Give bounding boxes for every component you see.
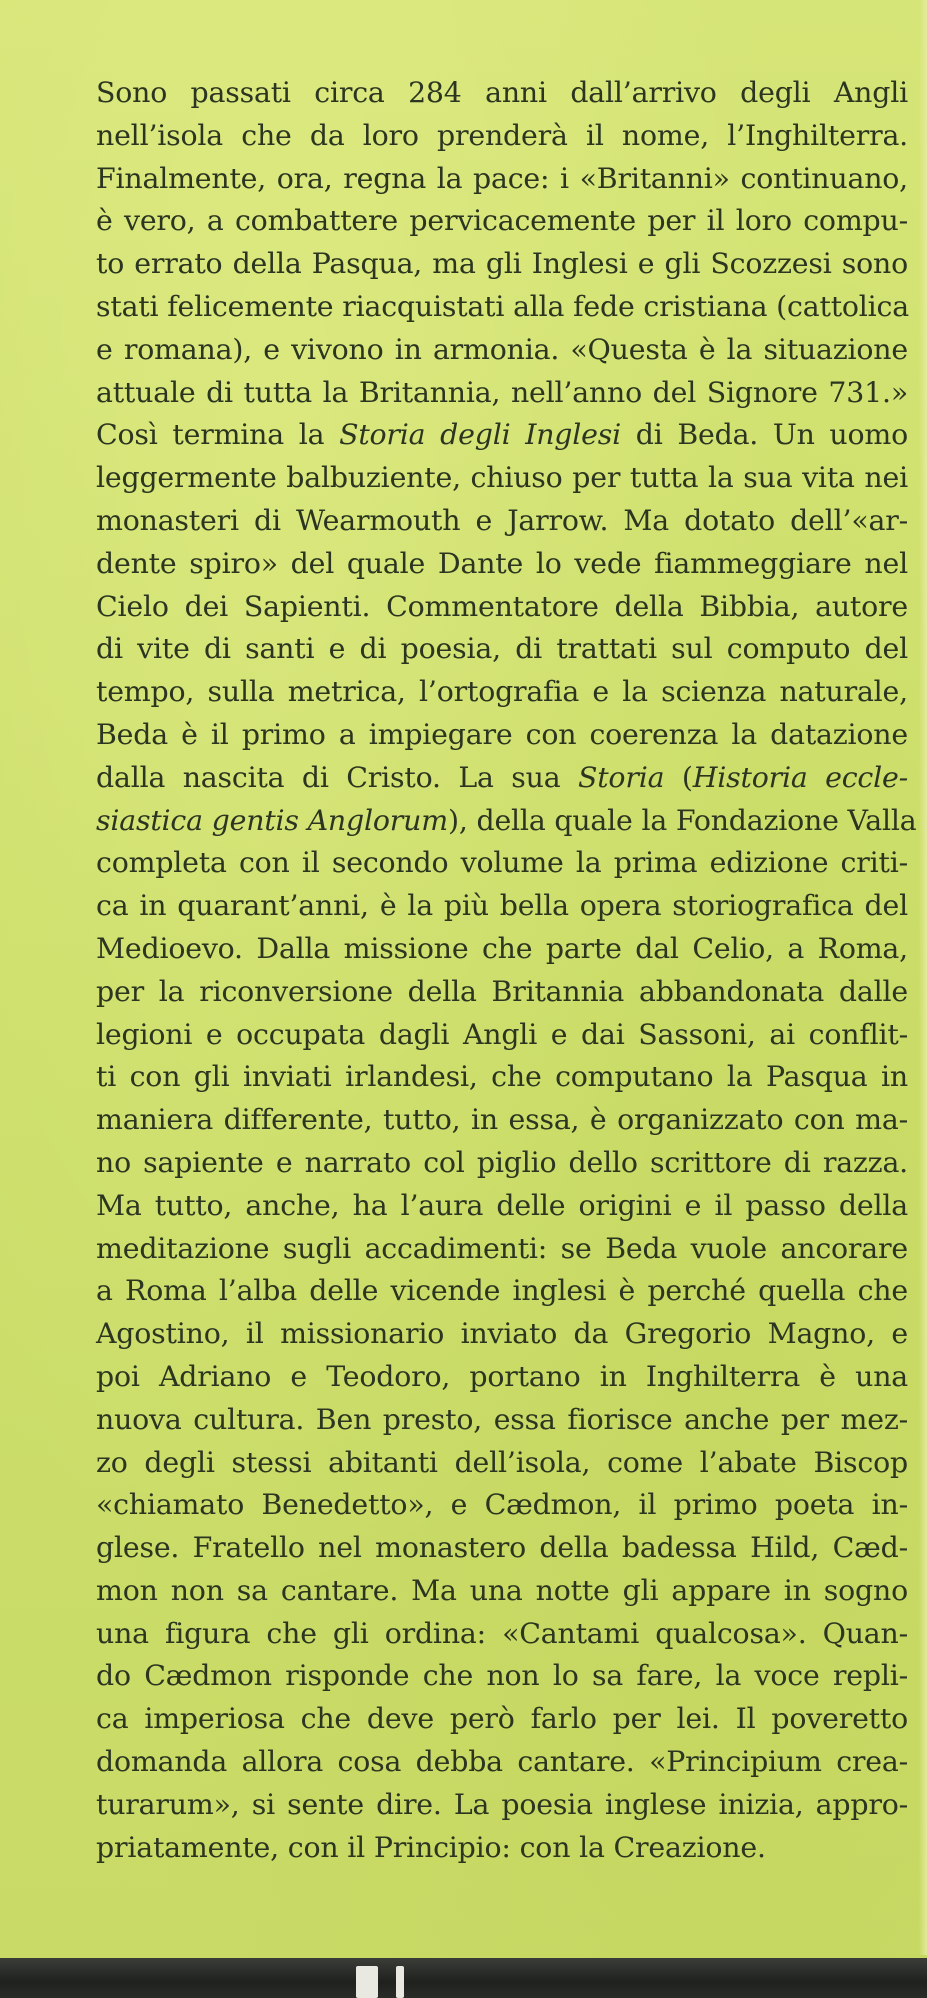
blurb-segment: ca in quarant’anni, è la più bella opera storiografica del	[96, 889, 908, 923]
blurb-segment: maniera differente, tutto, in essa, è organizzato con ma-	[96, 1103, 908, 1137]
blurb-segment: ca imperiosa che deve però farlo per lei. Il poveretto	[96, 1702, 908, 1736]
blurb-line	[96, 1228, 908, 1271]
blurb-line	[96, 243, 908, 286]
blurb-segment: to errato della Pasqua, ma gli Inglesi e gli Scozzesi sono	[96, 247, 908, 281]
blurb-segment: Così termina la	[96, 418, 340, 452]
blurb-line	[96, 971, 908, 1014]
blurb-line	[96, 1442, 908, 1485]
blurb-segment: stati felicemente riacquistati alla fede cristiana (cattolica	[96, 289, 909, 323]
blurb-segment: mon non sa cantare. Ma una notte gli appare in sogno	[96, 1573, 908, 1607]
blurb-segment: Beda è il primo a impiegare con coerenza la datazione	[96, 717, 908, 751]
blurb-segment: Agostino, il missionario inviato da Gregorio Magno, e	[96, 1317, 908, 1351]
blurb-segment: dalla nascita di Cristo. La sua	[96, 760, 578, 794]
blurb-segment: di Beda. Un uomo	[621, 418, 908, 452]
blurb-segment: Cielo dei Sapienti. Commentatore della Bibbia, autore	[96, 589, 908, 623]
blurb-line	[96, 1356, 908, 1399]
blurb-line	[96, 115, 908, 158]
blurb-italic-title: Storia degli Inglesi	[339, 418, 621, 452]
scanner-bottom-strip	[0, 1958, 927, 1998]
blurb-line	[96, 158, 908, 201]
blurb-line	[96, 543, 908, 586]
blurb-line	[96, 1313, 908, 1356]
blurb-line	[96, 1185, 908, 1228]
blurb-segment: priatamente, con il Principio: con la Creazione.	[96, 1830, 766, 1864]
blurb-line	[96, 586, 908, 629]
blurb-segment: zo degli stessi abitanti dell’isola, come l’abate Biscop	[96, 1445, 908, 1479]
blurb-segment: per la riconversione della Britannia abbandonata dalle	[96, 974, 908, 1008]
blurb-segment: domanda allora cosa debba cantare. «Principium crea-	[96, 1745, 908, 1779]
cover-edge	[919, 0, 927, 1955]
blurb-line	[96, 1827, 908, 1870]
blurb-segment: Medioevo. Dalla missione che parte dal Celio, a Roma,	[96, 931, 908, 965]
blurb-segment: ), della quale la Fondazione Valla	[447, 803, 917, 837]
blurb-segment: no sapiente e narrato col piglio dello scrittore di razza.	[96, 1145, 908, 1179]
blurb-line	[96, 500, 908, 543]
blurb-line	[96, 286, 908, 329]
blurb-segment: Finalmente, ora, regna la pace: i «Britanni» continuano,	[96, 161, 908, 195]
blurb-segment: una figura che gli ordina: «Cantami qualcosa». Quan-	[96, 1616, 908, 1650]
blurb-segment: completa con il secondo volume la prima edizione criti-	[96, 846, 908, 880]
blurb-line	[96, 372, 908, 415]
blurb-segment: glese. Fratello nel monastero della badessa Hild, Cæd-	[96, 1531, 908, 1565]
blurb-segment: «chiamato Benedetto», e Cædmon, il primo poeta in-	[96, 1488, 908, 1522]
blurb-line	[96, 329, 908, 372]
blurb-segment: è vero, a combattere pervicacemente per il loro compu-	[96, 204, 908, 238]
blurb-line	[96, 1784, 908, 1827]
blurb-line	[96, 800, 917, 843]
blurb-line	[96, 1741, 908, 1784]
blurb-line	[96, 885, 908, 928]
blurb-segment: (	[664, 760, 693, 794]
blurb-line	[96, 1698, 908, 1741]
blurb-segment: Sono passati circa 284 anni dall’arrivo degli Angli	[96, 76, 908, 109]
blurb-line	[96, 1056, 908, 1099]
blurb-line	[96, 1014, 908, 1057]
blurb-line	[96, 842, 908, 885]
blurb-segment: monasteri di Wearmouth e Jarrow. Ma dotato dell’«ar-	[96, 503, 908, 537]
blurb-italic-title: Historia eccle-	[692, 760, 908, 794]
blurb-segment: poi Adriano e Teodoro, portano in Inghilterra è una	[96, 1359, 908, 1393]
blurb-line	[96, 414, 908, 457]
blurb-line	[96, 1613, 908, 1656]
blurb-segment: attuale di tutta la Britannia, nell’anno del Signore 731.»	[96, 375, 908, 409]
blurb-italic-title: siastica gentis Anglorum	[96, 803, 448, 837]
blurb-segment: legioni e occupata dagli Angli e dai Sassoni, ai conflit-	[96, 1017, 908, 1051]
blurb-line	[96, 1484, 908, 1527]
blurb-segment: nuova cultura. Ben presto, essa fiorisce anche per mez-	[96, 1402, 908, 1436]
blurb-segment: di vite di santi e di poesia, di trattati sul computo del	[96, 632, 908, 666]
blurb-line	[96, 1655, 908, 1698]
blurb-italic-title: Storia	[577, 760, 665, 794]
blurb-segment: a Roma l’alba delle vicende inglesi è perché quella che	[96, 1274, 908, 1308]
blurb-line	[96, 1570, 908, 1613]
blurb-line	[96, 628, 908, 671]
blurb-line	[96, 1099, 908, 1142]
blurb-segment: tempo, sulla metrica, l’ortografia e la scienza naturale,	[96, 675, 908, 709]
blurb-line	[96, 714, 908, 757]
blurb-segment: leggermente balbuziente, chiuso per tutta la sua vita nei	[96, 461, 908, 495]
blurb-line	[96, 928, 908, 971]
blurb-line	[96, 1527, 908, 1570]
strip-mark	[356, 1966, 378, 1998]
blurb-line	[96, 757, 908, 800]
blurb-line	[96, 671, 908, 714]
blurb-line	[96, 1142, 908, 1185]
blurb-line	[96, 1270, 908, 1313]
blurb-line	[96, 1399, 908, 1442]
blurb-segment: Ma tutto, anche, ha l’aura delle origini e il passo della	[96, 1188, 908, 1222]
blurb-text	[96, 72, 917, 1869]
blurb-line	[96, 200, 908, 243]
blurb-segment: do Cædmon risponde che non lo sa fare, la voce repli-	[96, 1659, 908, 1693]
blurb-segment: dente spiro» del quale Dante lo vede fiammeggiare nel	[96, 546, 908, 580]
blurb-line	[96, 72, 908, 115]
blurb-segment: nell’isola che da loro prenderà il nome, l’Inghilterra.	[96, 118, 908, 152]
blurb-segment: e romana), e vivono in armonia. «Questa è la situazione	[96, 332, 908, 366]
blurb-segment: meditazione sugli accadimenti: se Beda vuole ancorare	[96, 1231, 908, 1265]
blurb-line	[96, 457, 908, 500]
blurb-segment: ti con gli inviati irlandesi, che computano la Pasqua in	[96, 1060, 908, 1094]
strip-mark	[396, 1966, 404, 1998]
blurb-segment: turarum», si sente dire. La poesia inglese inizia, appro-	[96, 1787, 908, 1821]
